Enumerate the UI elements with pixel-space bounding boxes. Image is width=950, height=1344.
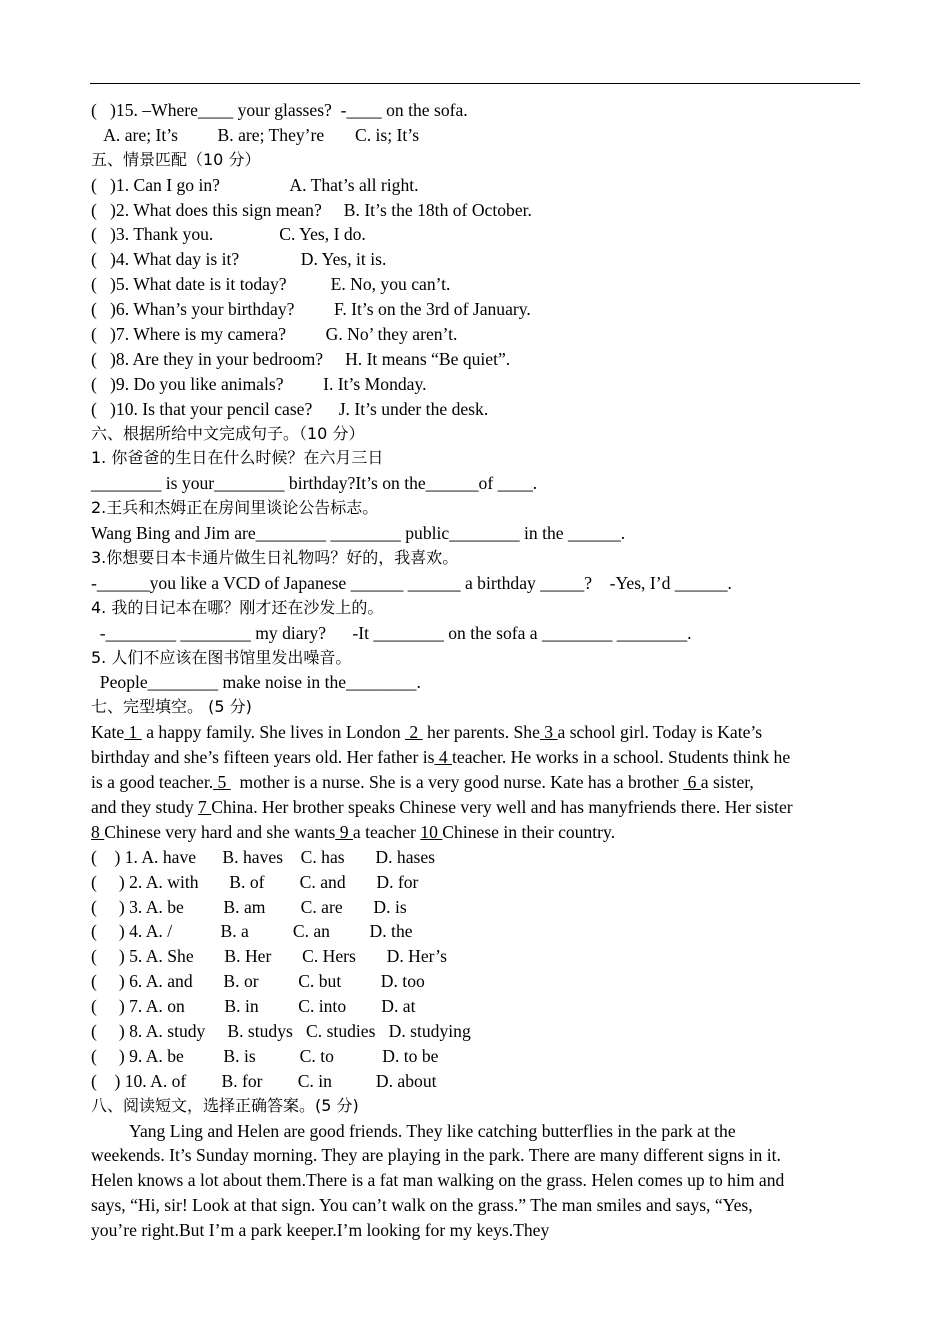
cloze-option-7: ( ) 7. A. on B. in C. into D. at bbox=[91, 996, 416, 1017]
reading-line-1: Yang Ling and Helen are good friends. They like catching butterflies in the park at the bbox=[129, 1120, 736, 1141]
match-item-5: ( )5. What date is it today? E. No, you can’t. bbox=[91, 274, 451, 295]
cloze-option-3: ( ) 3. A. be B. am C. are D. is bbox=[91, 896, 407, 917]
s6-q5-chinese: 5. 人们不应该在图书馆里发出噪音。 bbox=[91, 647, 352, 667]
cloze-blank-9: 9 bbox=[335, 821, 353, 842]
cloze-option-2: ( ) 2. A. with B. of C. and D. for bbox=[91, 871, 419, 892]
match-item-1: ( )1. Can I go in? A. That’s all right. bbox=[91, 174, 419, 195]
s6-q1-chinese: 1. 你爸爸的生日在什么时候？在六月三日 bbox=[91, 448, 384, 468]
cloze-option-6: ( ) 6. A. and B. or C. but D. too bbox=[91, 971, 425, 992]
reading-line-2: weekends. It’s Sunday morning. They are playing in the park. There are many different signs in it. bbox=[91, 1145, 781, 1166]
cloze-blank-2: 2 bbox=[405, 722, 423, 743]
header-rule bbox=[90, 83, 860, 84]
match-item-10: ( )10. Is that your pencil case? J. It’s under the desk. bbox=[91, 398, 489, 419]
s6-q2-chinese: 2.王兵和杰姆正在房间里谈论公告标志。 bbox=[91, 498, 379, 518]
cloze-blank-4: 4 bbox=[434, 747, 453, 768]
cloze-line-2: birthday and she’s fifteen years old. Her father is 4 teacher. He works in a school. Students think he bbox=[91, 747, 791, 768]
cloze-option-10: ( ) 10. A. of B. for C. in D. about bbox=[91, 1070, 437, 1091]
match-item-8: ( )8. Are they in your bedroom? H. It means “Be quiet”. bbox=[91, 348, 511, 369]
section7-heading: 七、完型填空。 (5 分) bbox=[91, 697, 252, 717]
match-item-3: ( )3. Thank you. C. Yes, I do. bbox=[91, 224, 366, 245]
cloze-blank-6: 6 bbox=[683, 772, 701, 793]
cloze-option-9: ( ) 9. A. be B. is C. to D. to be bbox=[91, 1045, 439, 1066]
cloze-blank-8: 8 bbox=[91, 821, 105, 842]
reading-line-5: you’re right.But I’m a park keeper.I’m looking for my keys.They bbox=[91, 1220, 550, 1241]
cloze-blank-3: 3 bbox=[539, 722, 558, 743]
cloze-option-5: ( ) 5. A. She B. Her C. Hers D. Her’s bbox=[91, 946, 447, 967]
match-item-9: ( )9. Do you like animals? I. It’s Monday. bbox=[91, 373, 427, 394]
s6-q2-english: Wang Bing and Jim are________ ________ public________ in the ______. bbox=[91, 523, 626, 544]
q15-options: A. are; It’s B. are; They’re C. is; It’s bbox=[91, 124, 420, 145]
cloze-line-4: and they study 7 China. Her brother speaks Chinese very well and has manyfriends there. Her sister bbox=[91, 796, 793, 817]
cloze-option-1: ( ) 1. A. have B. haves C. has D. hases bbox=[91, 846, 436, 867]
reading-line-3: Helen knows a lot about them.There is a fat man walking on the grass. Helen comes up to him and bbox=[91, 1170, 785, 1191]
s6-q4-english: -________ ________ my diary? -It ________ on the sofa a ________ ________. bbox=[91, 622, 692, 643]
s6-q5-english: People________ make noise in the________. bbox=[91, 672, 421, 693]
match-item-7: ( )7. Where is my camera? G. No’ they aren’t. bbox=[91, 324, 458, 345]
cloze-blank-1: 1 bbox=[124, 722, 142, 743]
match-item-6: ( )6. Whan’s your birthday? F. It’s on the 3rd of January. bbox=[91, 299, 531, 320]
q15-question: ( )15. –Where____ your glasses? -____ on the sofa. bbox=[91, 100, 468, 120]
s6-q3-english: -______you like a VCD of Japanese ______ ______ a birthday _____? -Yes, I’d ______. bbox=[91, 572, 732, 593]
s6-q4-chinese: 4. 我的日记本在哪？刚才还在沙发上的。 bbox=[91, 597, 384, 617]
section6-heading: 六、根据所给中文完成句子。（10 分） bbox=[91, 423, 365, 443]
reading-line-4: says, “Hi, sir! Look at that sign. You can’t walk on the grass.” The man smiles and says, “Yes, bbox=[91, 1195, 753, 1216]
cloze-line-5: 8 Chinese very hard and she wants 9 a teacher 10 Chinese in their country. bbox=[91, 821, 616, 842]
match-item-2: ( )2. What does this sign mean? B. It’s the 18th of October. bbox=[91, 199, 532, 220]
section5-heading: 五、情景匹配（10 分） bbox=[91, 149, 261, 169]
s6-q3-chinese: 3.你想要日本卡通片做生日礼物吗？好的，我喜欢。 bbox=[91, 548, 459, 568]
section8-heading: 八、阅读短文，选择正确答案。(5 分) bbox=[91, 1095, 359, 1115]
cloze-blank-7: 7 bbox=[198, 796, 212, 817]
cloze-line-3: is a good teacher. 5 mother is a nurse. She is a very good nurse. Kate has a brother 6 a sister, bbox=[91, 772, 754, 793]
cloze-option-4: ( ) 4. A. / B. a C. an D. the bbox=[91, 921, 413, 942]
cloze-blank-5: 5 bbox=[213, 772, 231, 793]
cloze-option-8: ( ) 8. A. study B. studys C. studies D. studying bbox=[91, 1020, 471, 1041]
cloze-blank-10: 10 bbox=[420, 821, 443, 842]
cloze-line-1: Kate 1 a happy family. She lives in London 2 her parents. She 3 a school girl. Today is Kate’s bbox=[91, 722, 763, 743]
worksheet-page bbox=[91, 98, 861, 1243]
s6-q1-english: ________ is your________ birthday?It’s on the______of ____. bbox=[91, 473, 538, 494]
match-item-4: ( )4. What day is it? D. Yes, it is. bbox=[91, 249, 387, 270]
